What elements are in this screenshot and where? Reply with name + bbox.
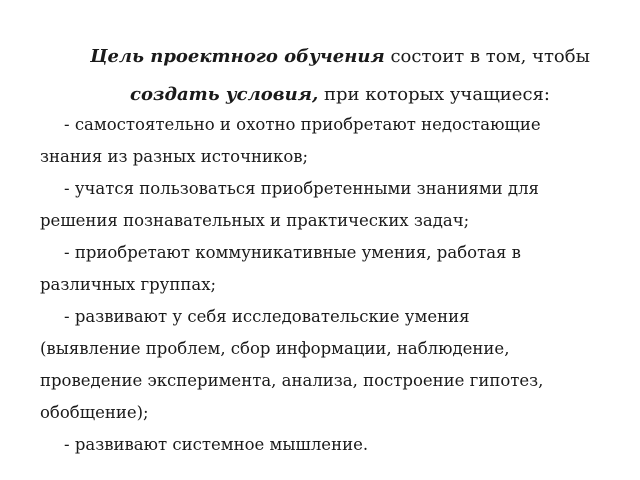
item-5-line-1: - развивают системное мышление. (64, 435, 369, 454)
item-2-line-1: - учатся пользоваться приобретенными знаниями для (64, 179, 539, 198)
heading-text-1: состоит в том, чтобы (384, 46, 590, 67)
item-3-line-1: - приобретают коммуникативные умения, работая в (64, 243, 521, 262)
item-4-line-2: (выявление проблем, сбор информации, наблюдение, (40, 339, 510, 358)
item-4-line-3: проведение эксперимента, анализа, построение гипотез, (40, 371, 544, 390)
item-1-line-2: знания из разных источников; (40, 147, 309, 166)
heading-line-2 (40, 86, 640, 104)
heading-emphasis-goal: Цель проектного обучения (90, 46, 385, 67)
heading-emphasis-conditions: создать условия, (130, 84, 319, 105)
item-4-line-1: - развивают у себя исследовательские умения (64, 307, 470, 326)
heading-line-1 (40, 48, 640, 66)
heading-text-2: при которых учащиеся: (318, 84, 550, 105)
item-1-line-1: - самостоятельно и охотно приобретают недостающие (64, 115, 541, 134)
item-4-line-4: обобщение); (40, 403, 149, 422)
item-2-line-2: решения познавательных и практических задач; (40, 211, 470, 230)
item-3-line-2: различных группах; (40, 275, 217, 294)
